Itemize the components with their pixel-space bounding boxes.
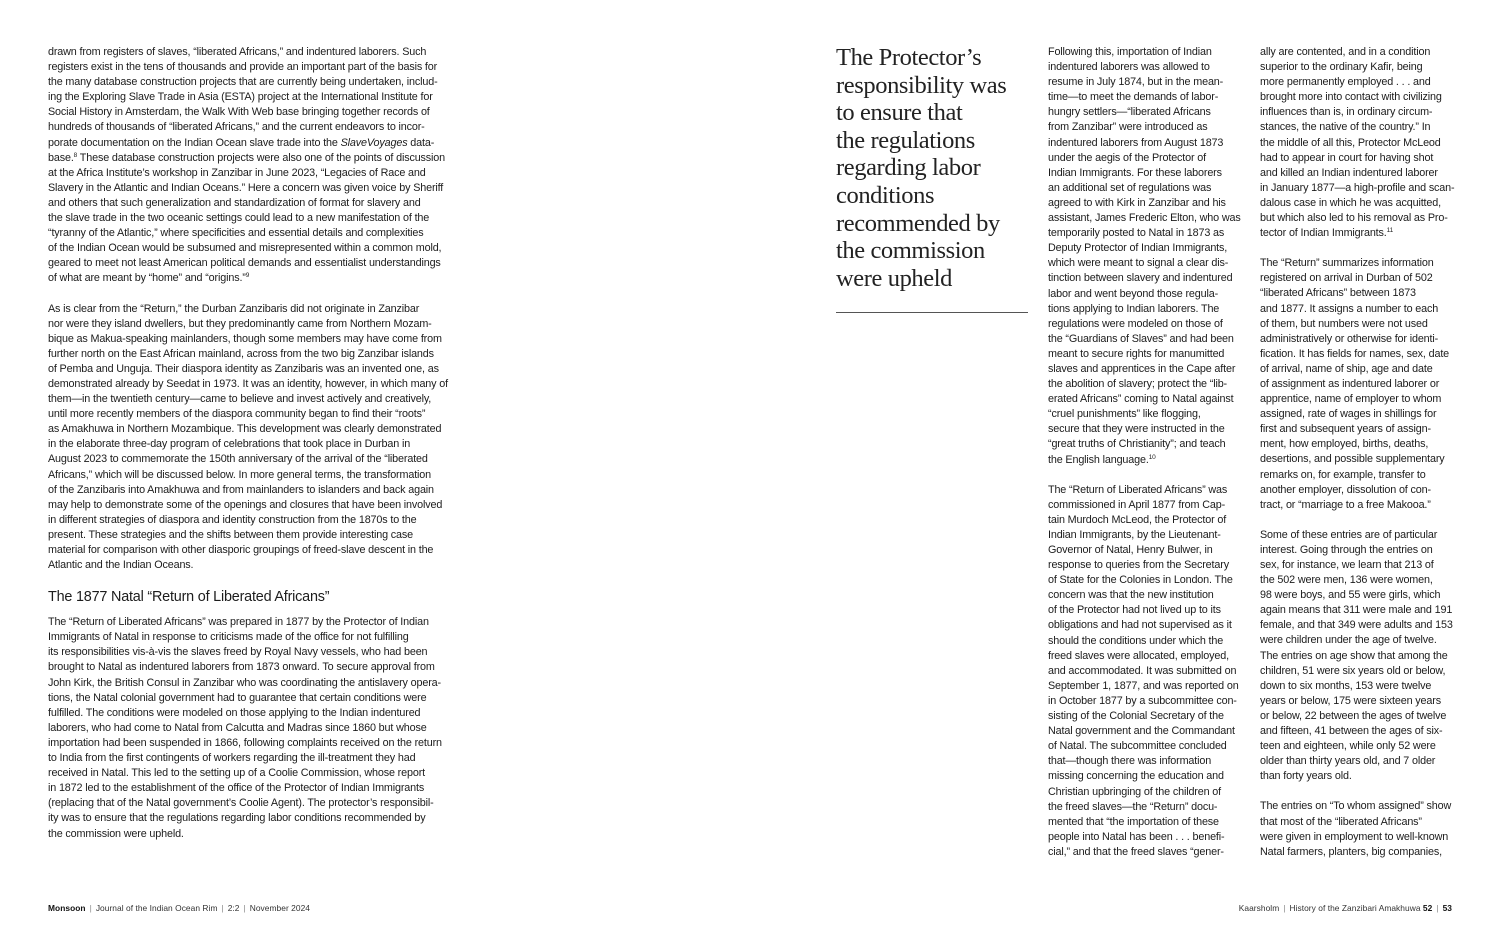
text-line: as Amakhuwa in Northern Mozambique. This development was clearly demonstrated [48, 423, 442, 436]
text-line: The “Return” summarizes information [1260, 257, 1434, 270]
column-paragraph [1260, 256, 1460, 513]
text-line: “cruel punishments” like flogging, [1048, 408, 1201, 421]
pull-quote-line: were upheld [836, 264, 953, 292]
text-line: regulations were modeled on those of [1048, 317, 1223, 330]
text-line: and fifteen, 41 between the ages of six- [1260, 725, 1443, 738]
column-paragraph [1260, 799, 1460, 859]
text-line: erated Africans” coming to Natal against [1048, 393, 1234, 406]
text-line: the abolition of slavery; protect the “lib- [1048, 378, 1227, 391]
text-line: registers exist in the tens of thousands and provide an important part of the basis for [48, 61, 438, 74]
text-line: until more recently members of the diaspora community began to find their “roots” [48, 408, 426, 421]
text-line: geared to meet not least American political demands and essentialist understandings [48, 257, 441, 270]
pull-quote-line: the commission [836, 237, 985, 265]
text-line: ment, how employed, births, deaths, [1260, 438, 1429, 451]
text-line: “liberated Africans” between 1873 [1260, 287, 1416, 300]
text-line: stances, the native of the country.” In [1260, 121, 1431, 134]
pull-quote-line: the regulations [836, 126, 975, 154]
text-line: 98 were boys, and 55 were girls, which [1260, 589, 1441, 602]
text-line: hungry settlers—“liberated Africans [1048, 106, 1211, 119]
text-line: As is clear from the “Return,” the Durban Zanzibaris did not originate in Zanzibar [48, 302, 420, 315]
text-line: Natal government and the Commandant [1048, 725, 1235, 738]
footnote-marker: 9 [245, 272, 250, 280]
text-line: ity was to ensure that the regulations regarding labor conditions recommended by [48, 812, 426, 825]
text-line: superior to the ordinary Kafir, being [1260, 61, 1423, 74]
column-paragraph [1048, 483, 1243, 860]
text-line: obligations and had not supervised as it [1048, 619, 1232, 632]
running-title: History of the Zanzibari Amakhuwa [1289, 903, 1421, 913]
text-line: to India from the first contingents of workers regarding the ill-treatment they had [48, 752, 416, 765]
column-paragraph [1260, 528, 1460, 785]
footer-left: Monsoon | Journal of the Indian Ocean Rim | 2:2 | November 2024 [48, 903, 310, 913]
pull-quote-line: recommended by [836, 209, 1000, 237]
text-line: children, 51 were six years old or below, [1260, 664, 1446, 677]
text-line: indentured laborers was allowed to [1048, 61, 1210, 74]
text-line: mented that “the importation of these [1048, 815, 1219, 828]
text-line: the slave trade in the two oceanic settings could lead to a new manifestation of the [48, 212, 430, 225]
text-line: commissioned in April 1877 from Cap- [1048, 498, 1226, 511]
text-line: Slavery in the Atlantic and Indian Oceans.” Here a concern was given voice by Sheriff [48, 181, 444, 194]
text-line: interest. Going through the entries on [1260, 543, 1433, 556]
text-line: tinction between slavery and indentured [1048, 272, 1233, 285]
text-line: that most of the “liberated Africans” [1260, 815, 1422, 828]
text-line: August 2023 to commemorate the 150th anniversary of the arrival of the “liberated [48, 453, 428, 466]
text-line: in January 1877—a high-profile and scan- [1260, 181, 1455, 194]
text-line: slaves and apprentices in the Cape after [1048, 362, 1236, 375]
text-line: fication. It has fields for names, sex, date [1260, 347, 1450, 360]
text-line: temporarily posted to Natal in 1873 as [1048, 227, 1225, 240]
left-text-block [48, 45, 453, 857]
journal-subtitle: Journal of the Indian Ocean Rim [95, 903, 218, 913]
running-author: Kaarsholm [1238, 903, 1280, 913]
text-line: cial,” and that the freed slaves “gener- [1048, 845, 1224, 858]
text-line: the freed slaves—the “Return” docu- [1048, 800, 1218, 813]
text-line: of them, but numbers were not used [1260, 317, 1428, 330]
text-line: had to appear in court for having shot [1260, 151, 1434, 164]
text-line: present. These strategies and the shifts between them provide interesting case [48, 528, 414, 541]
text-line: the many database construction projects that are currently being undertaken, includ- [48, 76, 438, 89]
issue-number: 2:2 [227, 903, 240, 913]
pull-quote-line: The Protector’s [836, 44, 982, 71]
column-paragraph [1048, 45, 1243, 468]
text-line: them—in the twentieth century—came to believe and invest actively and creatively, [48, 393, 432, 406]
text-line: and 1877. It assigns a number to each [1260, 302, 1439, 315]
text-line: should the conditions under which the [1048, 634, 1224, 647]
text-line: or below, 22 between the ages of twelve [1260, 709, 1447, 722]
text-line: and others that such generalization and standardization of format for slavery and [48, 196, 421, 209]
text-line: an additional set of regulations was [1048, 181, 1212, 194]
text-line: laborers, who had come to Natal from Calcutta and Madras since 1860 but whose [48, 721, 427, 734]
text-line: Some of these entries are of particular [1260, 528, 1438, 541]
text-line: ally are contented, and in a condition [1260, 46, 1431, 58]
text-line: teen and eighteen, while only 52 were [1260, 740, 1436, 753]
text-line: in 1872 led to the establishment of the office of the Protector of Indian Immigrants [48, 782, 425, 795]
text-line: which were meant to signal a clear dis- [1048, 257, 1229, 270]
text-line: “tyranny of the Atlantic,” where specificities and essential details and complexities [48, 227, 424, 240]
right-column-2 [1260, 45, 1460, 875]
text-line: missing concerning the education and [1048, 770, 1224, 783]
text-line: Christian upbringing of the children of [1048, 785, 1222, 798]
text-line: of State for the Colonies in London. The [1048, 574, 1233, 587]
footnote-marker: 11 [1386, 227, 1394, 235]
text-line: the 502 were men, 136 were women, [1260, 574, 1433, 587]
issue-date: November 2024 [249, 903, 310, 913]
right-column-1 [1048, 45, 1243, 875]
text-line: of Pemba and Unguja. Their diaspora identity as Zanzibaris was an invented one, as [48, 362, 439, 375]
section-heading: The 1877 Natal “Return of Liberated Africans” [48, 589, 330, 606]
footnote-marker: 10 [1148, 453, 1156, 461]
text-line: porate documentation on the Indian Ocean slave trade into the SlaveVoyages data- [48, 136, 435, 149]
text-line: September 1, 1877, and was reported on [1048, 679, 1239, 692]
text-line: the commission were upheld. [48, 827, 184, 840]
text-line: in different strategies of diaspora and identity construction from the 1870s to the [48, 513, 417, 526]
text-line: of Natal. The subcommittee concluded [1048, 740, 1227, 753]
text-line: agreed to with Kirk in Zanzibar and his [1048, 196, 1226, 209]
text-line: tector of Indian Immigrants.$^{11}$ [1260, 227, 1394, 240]
text-line: resume in July 1874, but in the mean- [1048, 76, 1224, 89]
text-line: “great truths of Christianity”; and teach [1048, 438, 1226, 451]
text-line: Indian Immigrants. For these laborers [1048, 166, 1222, 179]
text-line: people into Natal has been . . . benefi- [1048, 830, 1225, 843]
text-line: registered on arrival in Durban of 502 [1260, 272, 1433, 285]
text-line: brought more into contact with civilizing [1260, 91, 1442, 104]
text-line: sisting of the Colonial Secretary of the [1048, 710, 1224, 723]
text-line: again means that 311 were male and 191 [1260, 604, 1453, 617]
text-line: response to queries from the Secretary [1048, 559, 1229, 572]
column-paragraph [1260, 45, 1460, 241]
text-line: from Zanzibar” were introduced as [1048, 121, 1208, 134]
text-line: at the Africa Institute’s workshop in Zanzibar in June 2023, “Legacies of Race and [48, 166, 426, 179]
text-line: The “Return of Liberated Africans” was [1048, 483, 1228, 496]
text-line: down to six months, 153 were twelve [1260, 679, 1432, 692]
pull-quote-line: conditions [836, 181, 935, 209]
pull-quote-line: responsibility was [836, 71, 1007, 99]
text-line: Immigrants of Natal in response to criticisms made of the office for not fulfilling [48, 631, 409, 644]
text-line: Natal farmers, planters, big companies, [1260, 845, 1442, 858]
text-line: and accommodated. It was submitted on [1048, 664, 1237, 677]
text-line: tions, the Natal colonial government had to guarantee that certain conditions were [48, 691, 427, 704]
text-line: tain Murdoch McLeod, the Protector of [1048, 513, 1227, 526]
pull-quote-line: to ensure that [836, 99, 963, 127]
text-line: time—to meet the demands of labor- [1048, 91, 1219, 104]
text-line: concern was that the new institution [1048, 589, 1214, 602]
text-line: demonstrated already by Seedat in 1973. It was an identity, however, in which many of [48, 377, 448, 390]
text-line: Africans,” which will be discussed below. In more general terms, the transformation [48, 468, 432, 481]
text-line: of what are meant by “home” and “origins.”$^9$ [48, 272, 250, 285]
page-number-left: 52 [1422, 903, 1433, 913]
text-line: meant to secure rights for manumitted [1048, 347, 1225, 360]
text-line: freed slaves were allocated, employed, [1048, 649, 1229, 662]
text-line: further north on the East African mainland, across from the two big Zanzibar islands [48, 347, 434, 360]
italic-title: SlaveVoyages [340, 136, 408, 149]
text-line: first and subsequent years of assign- [1260, 423, 1431, 436]
text-line: indentured laborers from August 1873 [1048, 136, 1224, 149]
text-line: The entries on age show that among the [1260, 649, 1448, 662]
text-line: older than thirty years old, and 7 older [1260, 755, 1436, 768]
text-line: in October 1877 by a subcommittee con- [1048, 694, 1237, 707]
text-line: assistant, James Frederic Elton, who was [1048, 212, 1241, 225]
text-line: brought to Natal as indentured laborers from 1873 onward. To secure approval from [48, 661, 435, 674]
text-line: another employer, dissolution of con- [1260, 483, 1431, 496]
text-line: of the Protector had not lived up to its [1048, 604, 1221, 617]
text-line: years or below, 175 were sixteen years [1260, 694, 1441, 707]
text-line: more permanently employed . . . and [1260, 76, 1431, 89]
pull-quote [836, 44, 1031, 292]
text-line: of the Zanzibaris into Amakhuwa and from mainlanders to islanders and back again [48, 483, 434, 496]
text-line: but which also led to his removal as Pro- [1260, 212, 1448, 225]
text-line: material for comparison with other diasporic groupings of freed-slave descent in the [48, 544, 434, 556]
footnote-marker: 8 [73, 151, 78, 159]
text-line: of arrival, name of ship, age and date [1260, 362, 1433, 375]
text-line: The “Return of Liberated Africans” was prepared in 1877 by the Protector of Indian [48, 616, 429, 629]
text-line: desertions, and possible supplementary [1260, 453, 1445, 466]
text-line: importation had been suspended in 1866, following complaints received on the return [48, 736, 442, 749]
text-line: dalous case in which he was acquitted, [1260, 196, 1441, 209]
text-line: and killed an Indian indentured laborer [1260, 166, 1438, 179]
journal-name: Monsoon [48, 903, 86, 913]
text-line: may help to demonstrate some of the openings and closures that have been involved [48, 498, 443, 511]
text-line: of the Indian Ocean would be subsumed and misrepresented within a common mold, [48, 242, 442, 255]
text-line: that—though there was information [1048, 755, 1212, 768]
text-line: Following this, importation of Indian [1048, 46, 1212, 58]
text-line: hundreds of thousands of “liberated Africans,” and the current endeavors to incor- [48, 121, 425, 134]
text-line: influences than is, in ordinary circum- [1260, 106, 1433, 119]
text-line: Governor of Natal, Henry Bulwer, in [1048, 544, 1213, 556]
text-line: John Kirk, the British Consul in Zanzibar who was coordinating the antislavery opera- [48, 676, 441, 689]
text-line: nor were they island dwellers, but they predominantly came from Northern Mozam- [48, 317, 432, 330]
text-line: Atlantic and the Indian Oceans. [48, 559, 194, 572]
pull-quote-rule [836, 312, 1028, 313]
text-line: The entries on “To whom assigned” show [1260, 800, 1452, 813]
text-line: Deputy Protector of Indian Immigrants, [1048, 242, 1228, 255]
page-number-right: 53 [1442, 903, 1452, 913]
text-line: Indian Immigrants, by the Lieutenant- [1048, 528, 1221, 541]
text-line: tions applying to Indian laborers. The [1048, 302, 1220, 315]
text-line: apprentice, name of employer to whom [1260, 393, 1442, 406]
section-paragraph [48, 615, 453, 841]
text-line: the English language.$^{10}$ [1048, 453, 1156, 466]
text-line: in the elaborate three-day program of celebrations that took place in Durban in [48, 438, 411, 451]
text-line: secure that they were instructed in the [1048, 423, 1225, 436]
text-line: base.$^8$ These database construction projects were also one of the points of discussion [48, 151, 446, 164]
footer-right: Kaarsholm | History of the Zanzibari Amakhuwa 52 | 53 [1238, 903, 1452, 913]
text-line: sex, for instance, we learn that 213 of [1260, 559, 1434, 571]
text-line: under the aegis of the Protector of [1048, 151, 1207, 164]
text-line: were children under the age of twelve. [1260, 634, 1437, 647]
text-line: the middle of all this, Protector McLeod [1260, 136, 1441, 149]
text-line: drawn from registers of slaves, “liberated Africans,” and indentured laborers. Such [48, 46, 427, 58]
text-line: received in Natal. This led to the setting up of a Coolie Commission, whose report [48, 767, 425, 780]
text-line: administratively or otherwise for identi- [1260, 332, 1439, 345]
text-line: remarks on, for example, transfer to [1260, 468, 1426, 481]
text-line: labor and went beyond those regula- [1048, 287, 1219, 300]
text-line: tract, or “marriage to a free Makooa.” [1260, 498, 1431, 511]
text-line: bique as Makua-speaking mainlanders, though some members may have come from [48, 332, 442, 345]
body-paragraph [48, 302, 453, 574]
text-line: of assignment as indentured laborer or [1260, 377, 1440, 390]
text-line: fulfilled. The conditions were modeled on those applying to the Indian indentured [48, 706, 421, 719]
text-line: Social History in Amsterdam, the Walk With Web base bringing together records of [48, 106, 430, 119]
text-line: were given in employment to well-known [1260, 830, 1449, 843]
text-line: the “Guardians of Slaves” and had been [1048, 332, 1234, 345]
text-line: its responsibilities vis-à-vis the slaves freed by Royal Navy vessels, who had been [48, 646, 428, 659]
text-line: (replacing that of the Natal government’s Coolie Agent). The protector’s responsibil- [48, 797, 434, 810]
text-line: female, and that 349 were adults and 153 [1260, 619, 1453, 632]
text-line: than forty years old. [1260, 770, 1352, 783]
text-line: assigned, rate of wages in shillings for [1260, 408, 1437, 421]
pull-quote-line: regarding labor [836, 154, 981, 182]
body-paragraph [48, 45, 453, 287]
text-line: ing the Exploring Slave Trade in Asia (ESTA) project at the International Institute for [48, 91, 433, 104]
